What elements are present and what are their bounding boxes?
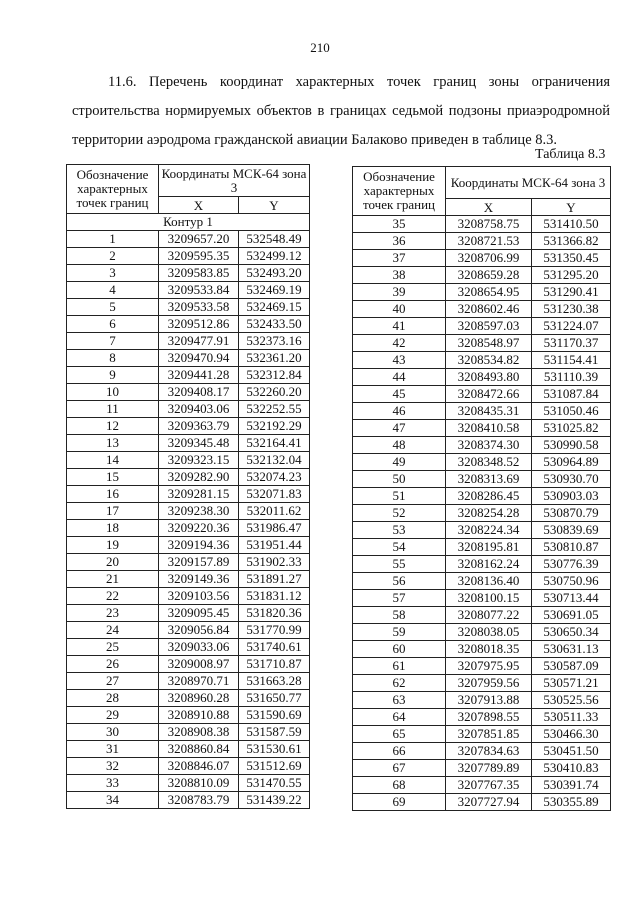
y-coordinate-cell: 530839.69 (532, 522, 611, 539)
x-coordinate-cell: 3207789.89 (446, 760, 532, 777)
table-row (353, 522, 611, 539)
y-coordinate-cell: 531512.69 (239, 758, 310, 775)
x-coordinate-cell: 3207975.95 (446, 658, 532, 675)
x-coordinate-cell: 3208286.45 (446, 488, 532, 505)
y-coordinate-cell: 531170.37 (532, 335, 611, 352)
point-number-cell: 43 (353, 352, 446, 369)
body-paragraph: 11.6. Перечень координат характерных точек границ зоны ограничения строительства нормируемых объектов в границах седьмой подзоны приаэродромной территории аэродрома гражданской авиации Балаково приведен в таблице 8.3. (72, 74, 610, 148)
x-coordinate-cell: 3208472.66 (446, 386, 532, 403)
x-coordinate-cell: 3208254.28 (446, 505, 532, 522)
table-row (353, 369, 611, 386)
table-row (353, 437, 611, 454)
table-row (67, 741, 310, 758)
header-point-label: Обозначение характерных точек границ (67, 165, 159, 214)
x-coordinate-cell: 3207851.85 (446, 726, 532, 743)
y-coordinate-cell: 531439.22 (239, 792, 310, 809)
x-coordinate-cell: 3208908.38 (159, 724, 239, 741)
y-coordinate-cell: 531230.38 (532, 301, 611, 318)
x-coordinate-cell: 3208435.31 (446, 403, 532, 420)
table-row (67, 418, 310, 435)
x-coordinate-cell: 3208100.15 (446, 590, 532, 607)
x-coordinate-cell: 3209157.89 (159, 554, 239, 571)
x-coordinate-cell: 3207834.63 (446, 743, 532, 760)
point-number-cell: 11 (67, 401, 159, 418)
y-coordinate-cell: 531154.41 (532, 352, 611, 369)
x-coordinate-cell: 3208162.24 (446, 556, 532, 573)
y-coordinate-cell: 530930.70 (532, 471, 611, 488)
x-coordinate-cell: 3209595.35 (159, 248, 239, 265)
y-coordinate-cell: 530525.56 (532, 692, 611, 709)
y-coordinate-cell: 532132.04 (239, 452, 310, 469)
point-number-cell: 27 (67, 673, 159, 690)
point-number-cell: 24 (67, 622, 159, 639)
x-coordinate-cell: 3207898.55 (446, 709, 532, 726)
point-number-cell: 41 (353, 318, 446, 335)
point-number-cell: 50 (353, 471, 446, 488)
table-row (67, 282, 310, 299)
y-coordinate-cell: 531295.20 (532, 267, 611, 284)
point-number-cell: 8 (67, 350, 159, 367)
point-number-cell: 61 (353, 658, 446, 675)
table-row (353, 777, 611, 794)
table-row (353, 539, 611, 556)
x-coordinate-cell: 3209056.84 (159, 622, 239, 639)
table-row (67, 299, 310, 316)
x-coordinate-cell: 3207727.94 (446, 794, 532, 811)
table-row (353, 624, 611, 641)
point-number-cell: 21 (67, 571, 159, 588)
point-number-cell: 18 (67, 520, 159, 537)
x-coordinate-cell: 3209583.85 (159, 265, 239, 282)
y-coordinate-cell: 532469.15 (239, 299, 310, 316)
contour-label: Контур 1 (67, 214, 310, 231)
table-row (67, 639, 310, 656)
point-number-cell: 34 (67, 792, 159, 809)
y-coordinate-cell: 530776.39 (532, 556, 611, 573)
table-row (353, 352, 611, 369)
x-coordinate-cell: 3208846.07 (159, 758, 239, 775)
point-number-cell: 9 (67, 367, 159, 384)
y-coordinate-cell: 530391.74 (532, 777, 611, 794)
table-row (67, 486, 310, 503)
y-coordinate-cell: 530511.33 (532, 709, 611, 726)
x-coordinate-cell: 3209238.30 (159, 503, 239, 520)
table-row (67, 231, 310, 248)
table-row (353, 658, 611, 675)
point-number-cell: 42 (353, 335, 446, 352)
y-coordinate-cell: 532548.49 (239, 231, 310, 248)
table-row (353, 386, 611, 403)
table-row (67, 435, 310, 452)
point-number-cell: 30 (67, 724, 159, 741)
x-coordinate-cell: 3209441.28 (159, 367, 239, 384)
y-coordinate-cell: 531663.28 (239, 673, 310, 690)
y-coordinate-cell: 530691.05 (532, 607, 611, 624)
table-row (67, 571, 310, 588)
table-row (67, 537, 310, 554)
point-number-cell: 52 (353, 505, 446, 522)
x-coordinate-cell: 3209403.06 (159, 401, 239, 418)
header-coordinates: Координаты МСК-64 зона 3 (159, 165, 310, 197)
point-number-cell: 67 (353, 760, 446, 777)
y-coordinate-cell: 532011.62 (239, 503, 310, 520)
table-row (353, 641, 611, 658)
table-row (67, 503, 310, 520)
x-coordinate-cell: 3209194.36 (159, 537, 239, 554)
header-x: X (446, 199, 532, 216)
point-number-cell: 6 (67, 316, 159, 333)
table-row (67, 333, 310, 350)
coordinates-table-left (66, 164, 310, 809)
x-coordinate-cell: 3209033.06 (159, 639, 239, 656)
table-row (67, 724, 310, 741)
table-row (67, 452, 310, 469)
point-number-cell: 25 (67, 639, 159, 656)
y-coordinate-cell: 530451.50 (532, 743, 611, 760)
y-coordinate-cell: 530810.87 (532, 539, 611, 556)
point-number-cell: 33 (67, 775, 159, 792)
point-number-cell: 40 (353, 301, 446, 318)
table-row (353, 709, 611, 726)
y-coordinate-cell: 530964.89 (532, 454, 611, 471)
y-coordinate-cell: 531820.36 (239, 605, 310, 622)
x-coordinate-cell: 3208077.22 (446, 607, 532, 624)
table-row (353, 233, 611, 250)
point-number-cell: 16 (67, 486, 159, 503)
table-row (67, 384, 310, 401)
x-coordinate-cell: 3208721.53 (446, 233, 532, 250)
y-coordinate-cell: 531290.41 (532, 284, 611, 301)
point-number-cell: 53 (353, 522, 446, 539)
point-number-cell: 4 (67, 282, 159, 299)
x-coordinate-cell: 3209008.97 (159, 656, 239, 673)
page-number: 210 (310, 40, 330, 55)
table-row (353, 318, 611, 335)
table-row (353, 420, 611, 437)
x-coordinate-cell: 3209103.56 (159, 588, 239, 605)
table-row (67, 469, 310, 486)
header-y: Y (239, 197, 310, 214)
point-number-cell: 56 (353, 573, 446, 590)
point-number-cell: 1 (67, 231, 159, 248)
y-coordinate-cell: 532469.19 (239, 282, 310, 299)
x-coordinate-cell: 3209533.58 (159, 299, 239, 316)
table-row (67, 588, 310, 605)
point-number-cell: 22 (67, 588, 159, 605)
point-number-cell: 39 (353, 284, 446, 301)
table-row (67, 673, 310, 690)
point-number-cell: 54 (353, 539, 446, 556)
point-number-cell: 49 (353, 454, 446, 471)
table-row (353, 556, 611, 573)
y-coordinate-cell: 531891.27 (239, 571, 310, 588)
x-coordinate-cell: 3208313.69 (446, 471, 532, 488)
point-number-cell: 45 (353, 386, 446, 403)
y-coordinate-cell: 531350.45 (532, 250, 611, 267)
x-coordinate-cell: 3208659.28 (446, 267, 532, 284)
table-row (67, 316, 310, 333)
y-coordinate-cell: 531025.82 (532, 420, 611, 437)
point-number-cell: 36 (353, 233, 446, 250)
table-row (67, 690, 310, 707)
point-number-cell: 13 (67, 435, 159, 452)
x-coordinate-cell: 3208195.81 (446, 539, 532, 556)
table-row (67, 520, 310, 537)
point-number-cell: 5 (67, 299, 159, 316)
table-row (67, 350, 310, 367)
x-coordinate-cell: 3207767.35 (446, 777, 532, 794)
header-y: Y (532, 199, 611, 216)
point-number-cell: 44 (353, 369, 446, 386)
table-row (353, 590, 611, 607)
x-coordinate-cell: 3208960.28 (159, 690, 239, 707)
table-row (353, 505, 611, 522)
point-number-cell: 58 (353, 607, 446, 624)
y-coordinate-cell: 532361.20 (239, 350, 310, 367)
table-row (67, 401, 310, 418)
point-number-cell: 17 (67, 503, 159, 520)
table-row (353, 726, 611, 743)
x-coordinate-cell: 3209512.86 (159, 316, 239, 333)
x-coordinate-cell: 3208810.09 (159, 775, 239, 792)
table-row (353, 284, 611, 301)
x-coordinate-cell: 3209408.17 (159, 384, 239, 401)
contour-row (67, 214, 310, 231)
coordinates-table-right (352, 166, 611, 811)
x-coordinate-cell: 3208910.88 (159, 707, 239, 724)
point-number-cell: 65 (353, 726, 446, 743)
point-number-cell: 63 (353, 692, 446, 709)
y-coordinate-cell: 531050.46 (532, 403, 611, 420)
y-coordinate-cell: 531986.47 (239, 520, 310, 537)
point-number-cell: 14 (67, 452, 159, 469)
point-number-cell: 19 (67, 537, 159, 554)
table-row (353, 216, 611, 233)
point-number-cell: 7 (67, 333, 159, 350)
table-row (353, 250, 611, 267)
y-coordinate-cell: 532373.16 (239, 333, 310, 350)
table-row (353, 607, 611, 624)
x-coordinate-cell: 3208758.75 (446, 216, 532, 233)
x-coordinate-cell: 3208410.58 (446, 420, 532, 437)
x-coordinate-cell: 3209149.36 (159, 571, 239, 588)
y-coordinate-cell: 531470.55 (239, 775, 310, 792)
table-row (67, 265, 310, 282)
point-number-cell: 47 (353, 420, 446, 437)
point-number-cell: 66 (353, 743, 446, 760)
point-number-cell: 46 (353, 403, 446, 420)
table-row (353, 403, 611, 420)
y-coordinate-cell: 531366.82 (532, 233, 611, 250)
x-coordinate-cell: 3208136.40 (446, 573, 532, 590)
table-row (67, 367, 310, 384)
table-caption: Таблица 8.3 (535, 147, 606, 162)
x-coordinate-cell: 3209282.90 (159, 469, 239, 486)
point-number-cell: 32 (67, 758, 159, 775)
y-coordinate-cell: 532192.29 (239, 418, 310, 435)
x-coordinate-cell: 3209220.36 (159, 520, 239, 537)
point-number-cell: 15 (67, 469, 159, 486)
y-coordinate-cell: 530587.09 (532, 658, 611, 675)
y-coordinate-cell: 531410.50 (532, 216, 611, 233)
x-coordinate-cell: 3208548.97 (446, 335, 532, 352)
point-number-cell: 60 (353, 641, 446, 658)
y-coordinate-cell: 532433.50 (239, 316, 310, 333)
y-coordinate-cell: 531110.39 (532, 369, 611, 386)
point-number-cell: 62 (353, 675, 446, 692)
table-row (67, 622, 310, 639)
point-number-cell: 26 (67, 656, 159, 673)
y-coordinate-cell: 531530.61 (239, 741, 310, 758)
table-row (353, 794, 611, 811)
x-coordinate-cell: 3208597.03 (446, 318, 532, 335)
table-row (353, 454, 611, 471)
y-coordinate-cell: 531587.59 (239, 724, 310, 741)
x-coordinate-cell: 3208534.82 (446, 352, 532, 369)
x-coordinate-cell: 3209095.45 (159, 605, 239, 622)
table-row (353, 267, 611, 284)
point-number-cell: 12 (67, 418, 159, 435)
x-coordinate-cell: 3208374.30 (446, 437, 532, 454)
point-number-cell: 59 (353, 624, 446, 641)
point-number-cell: 68 (353, 777, 446, 794)
point-number-cell: 55 (353, 556, 446, 573)
point-number-cell: 35 (353, 216, 446, 233)
x-coordinate-cell: 3209323.15 (159, 452, 239, 469)
y-coordinate-cell: 531710.87 (239, 656, 310, 673)
y-coordinate-cell: 532074.23 (239, 469, 310, 486)
y-coordinate-cell: 532164.41 (239, 435, 310, 452)
y-coordinate-cell: 530650.34 (532, 624, 611, 641)
y-coordinate-cell: 530571.21 (532, 675, 611, 692)
table-row (353, 692, 611, 709)
point-number-cell: 51 (353, 488, 446, 505)
point-number-cell: 3 (67, 265, 159, 282)
y-coordinate-cell: 530631.13 (532, 641, 611, 658)
x-coordinate-cell: 3209657.20 (159, 231, 239, 248)
x-coordinate-cell: 3209363.79 (159, 418, 239, 435)
table-row (67, 792, 310, 809)
x-coordinate-cell: 3208706.99 (446, 250, 532, 267)
x-coordinate-cell: 3208860.84 (159, 741, 239, 758)
y-coordinate-cell: 531590.69 (239, 707, 310, 724)
y-coordinate-cell: 530466.30 (532, 726, 611, 743)
y-coordinate-cell: 531087.84 (532, 386, 611, 403)
x-coordinate-cell: 3207959.56 (446, 675, 532, 692)
point-number-cell: 28 (67, 690, 159, 707)
x-coordinate-cell: 3209345.48 (159, 435, 239, 452)
table-row (67, 656, 310, 673)
x-coordinate-cell: 3208348.52 (446, 454, 532, 471)
x-coordinate-cell: 3209477.91 (159, 333, 239, 350)
header-coordinates: Координаты МСК-64 зона 3 (446, 167, 611, 199)
header-point-label: Обозначение характерных точек границ (353, 167, 446, 216)
x-coordinate-cell: 3209533.84 (159, 282, 239, 299)
y-coordinate-cell: 531951.44 (239, 537, 310, 554)
y-coordinate-cell: 532071.83 (239, 486, 310, 503)
table-row (67, 707, 310, 724)
table-row (67, 554, 310, 571)
x-coordinate-cell: 3208654.95 (446, 284, 532, 301)
point-number-cell: 10 (67, 384, 159, 401)
header-x: X (159, 197, 239, 214)
point-number-cell: 48 (353, 437, 446, 454)
table-row (353, 335, 611, 352)
point-number-cell: 23 (67, 605, 159, 622)
x-coordinate-cell: 3209281.15 (159, 486, 239, 503)
y-coordinate-cell: 532312.84 (239, 367, 310, 384)
y-coordinate-cell: 531770.99 (239, 622, 310, 639)
x-coordinate-cell: 3208493.80 (446, 369, 532, 386)
x-coordinate-cell: 3208970.71 (159, 673, 239, 690)
x-coordinate-cell: 3208224.34 (446, 522, 532, 539)
y-coordinate-cell: 530750.96 (532, 573, 611, 590)
y-coordinate-cell: 531902.33 (239, 554, 310, 571)
point-number-cell: 38 (353, 267, 446, 284)
table-row (353, 760, 611, 777)
point-number-cell: 37 (353, 250, 446, 267)
point-number-cell: 64 (353, 709, 446, 726)
x-coordinate-cell: 3209470.94 (159, 350, 239, 367)
table-row (67, 758, 310, 775)
y-coordinate-cell: 532260.20 (239, 384, 310, 401)
table-row (353, 573, 611, 590)
y-coordinate-cell: 530870.79 (532, 505, 611, 522)
y-coordinate-cell: 532499.12 (239, 248, 310, 265)
y-coordinate-cell: 530713.44 (532, 590, 611, 607)
table-row (353, 675, 611, 692)
x-coordinate-cell: 3208783.79 (159, 792, 239, 809)
y-coordinate-cell: 530410.83 (532, 760, 611, 777)
y-coordinate-cell: 532252.55 (239, 401, 310, 418)
x-coordinate-cell: 3207913.88 (446, 692, 532, 709)
x-coordinate-cell: 3208018.35 (446, 641, 532, 658)
table-row (353, 488, 611, 505)
y-coordinate-cell: 530903.03 (532, 488, 611, 505)
point-number-cell: 69 (353, 794, 446, 811)
x-coordinate-cell: 3208038.05 (446, 624, 532, 641)
y-coordinate-cell: 532493.20 (239, 265, 310, 282)
table-row (353, 301, 611, 318)
table-row (67, 775, 310, 792)
table-row (67, 248, 310, 265)
point-number-cell: 31 (67, 741, 159, 758)
y-coordinate-cell: 530355.89 (532, 794, 611, 811)
table-row (353, 743, 611, 760)
point-number-cell: 29 (67, 707, 159, 724)
table-row (67, 605, 310, 622)
point-number-cell: 57 (353, 590, 446, 607)
y-coordinate-cell: 531740.61 (239, 639, 310, 656)
y-coordinate-cell: 530990.58 (532, 437, 611, 454)
point-number-cell: 2 (67, 248, 159, 265)
table-row (353, 471, 611, 488)
y-coordinate-cell: 531831.12 (239, 588, 310, 605)
point-number-cell: 20 (67, 554, 159, 571)
y-coordinate-cell: 531650.77 (239, 690, 310, 707)
y-coordinate-cell: 531224.07 (532, 318, 611, 335)
x-coordinate-cell: 3208602.46 (446, 301, 532, 318)
